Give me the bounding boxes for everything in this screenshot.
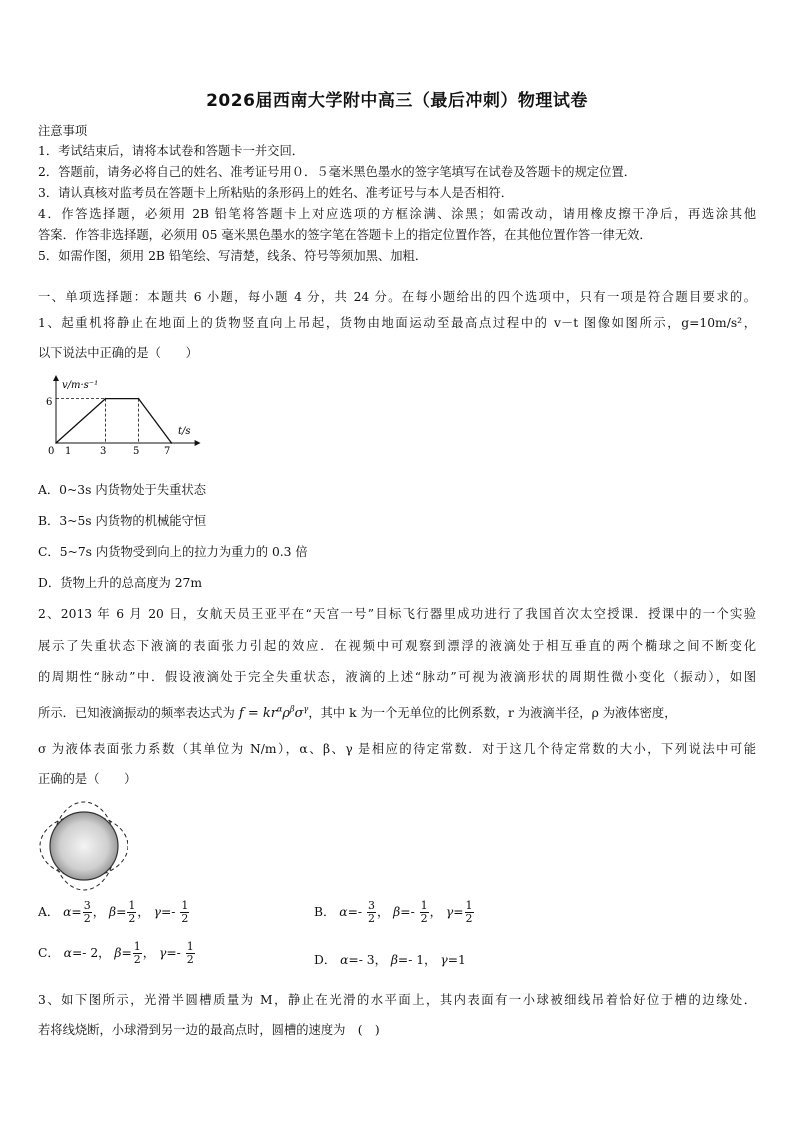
beta-value: - 1 <box>408 953 425 967</box>
data-point <box>138 398 140 400</box>
question-2-text: σ 为液体表面张力系数（其单位为 N/m），α、β、γ 是相应的待定常数．对于这几个待定常数的大小，下列说法中可能 <box>38 742 756 756</box>
option-label: D． <box>314 953 337 967</box>
graph-xtick: 5 <box>133 446 140 457</box>
graph-ytick: 6 <box>46 397 53 408</box>
option-a: A． α= $\frac{3}{2}$ ， β= $\frac{1}{2}$ ， γ=- $\frac{1}{2}$ <box>38 899 189 925</box>
graph-xtick: 3 <box>100 446 107 457</box>
question-1-prompt: 以下说法中正确的是（ ） <box>38 346 198 360</box>
notice-item: 5．如需作图，须用 2B 铅笔绘、写清楚，线条、符号等须加黑、加粗． <box>38 249 428 263</box>
formula-lead: 所示．已知液滴振动的频率表达式为 <box>38 706 235 720</box>
section-heading: 一、单项选择题：本题共 6 小题，每小题 4 分，共 24 分。在每小题给出的四个选项中，只有一项是符合题目要求的。 <box>38 290 756 304</box>
question-2-formula-line <box>38 703 677 721</box>
frequency-formula: $f = kr^\alpha\rho^\beta\sigma^\gamma$ <box>234 704 309 721</box>
graph-ylabel: v/m·s⁻¹ <box>62 380 99 391</box>
question-2-prompt: 正确的是（ ） <box>38 772 137 786</box>
gamma-value: 1 <box>458 953 466 967</box>
notice-item: 2．答题前，请务必将自己的姓名、准考证号用０．５毫米黑色墨水的签字笔填写在试卷及答题卡的规定位置． <box>38 165 637 179</box>
notice-item: 1．考试结束后，请将本试卷和答题卡一并交回． <box>38 144 305 158</box>
notice-item: 4．作答选择题，必须用 2B 铅笔将答题卡上对应选项的方框涂满、涂黑；如需改动，请用橡皮擦干净后，再选涂其他 <box>38 207 756 221</box>
question-3-text: 3、如下图所示，光滑半圆槽质量为 M，静止在光滑的水平面上，其内表面有一小球被细线吊着恰好位于槽的边缘处． <box>38 993 756 1007</box>
alpha-value: - 2 <box>82 946 99 960</box>
data-point <box>171 442 173 444</box>
question-1-text: 1、起重机将静止在地面上的货物竖直向上吊起，货物由地面运动至最高点过程中的 v－t 图像如图所示，g=10m/s²， <box>38 316 756 330</box>
option-d: D．货物上升的总高度为 27m <box>38 576 203 590</box>
data-point <box>55 442 57 444</box>
y-axis-arrow <box>53 375 59 381</box>
graph-xtick: 0 <box>48 446 55 457</box>
page-title: 2026届西南大学附中高三（最后冲刺）物理试卷 <box>206 91 588 111</box>
notice-heading: 注意事项 <box>38 124 88 138</box>
graph-xtick: 7 <box>164 446 171 457</box>
option-label: B． <box>314 905 336 919</box>
alpha-value: - 3 <box>358 953 375 967</box>
droplet-figure <box>38 800 128 892</box>
option-a: A．0~3s 内货物处于失重状态 <box>38 483 207 497</box>
question-2-text: 的周期性“脉动”中．假设液滴处于完全失重状态，液滴的上述“脉动”可视为液滴形状的周期性微小变化（振动），如图 <box>38 670 756 684</box>
x-axis-arrow <box>195 440 201 446</box>
option-c: C． α=- 2， β= $\frac{1}{2}$ ， γ=- $\frac{1}{2}$ <box>38 940 194 966</box>
vt-graph <box>40 375 210 460</box>
question-2-text: 2、2013 年 6 月 20 日，女航天员王亚平在“天宫一号”目标飞行器里成功进行了我国首次太空授课．授课中的一个实验 <box>38 607 756 621</box>
option-label: A． <box>38 905 60 919</box>
option-b: B．3~5s 内货物的机械能守恒 <box>38 514 207 528</box>
notice-item: 3．请认真核对监考员在答题卡上所粘贴的条形码上的姓名、准考证号与本人是否相符． <box>38 186 514 200</box>
question-3-prompt: 若将线烧断，小球滑到另一边的最高点时，圆槽的速度为 ( ) <box>38 1023 380 1037</box>
option-d: D． α=- 3， β=- 1， γ=1 <box>314 953 466 967</box>
option-c: C．5~7s 内货物受到向上的拉力为重力的 0.3 倍 <box>38 545 308 559</box>
velocity-series-line <box>56 399 172 443</box>
option-b: B． α=- $\frac{3}{2}$ ， β=- $\frac{1}{2}$ ， γ= $\frac{1}{2}$ <box>314 899 473 925</box>
graph-xlabel: t/s <box>178 426 191 437</box>
question-2-text: 展示了失重状态下液滴的表面张力引起的效应．在视频中可观察到漂浮的液滴处于相互垂直的两个椭球之间不断变化 <box>38 639 756 653</box>
option-label: C． <box>38 946 60 960</box>
graph-xtick: 1 <box>65 446 72 457</box>
data-point <box>105 398 107 400</box>
notice-item: 答案．作答非选择题，必须用 05 毫米黑色墨水的签字笔在答题卡上的指定位置作答，在其他位置作答一律无效． <box>38 228 652 242</box>
formula-tail: ，其中 k 为一个无单位的比例系数，r 为液滴半径，ρ 为液体密度， <box>308 706 677 720</box>
